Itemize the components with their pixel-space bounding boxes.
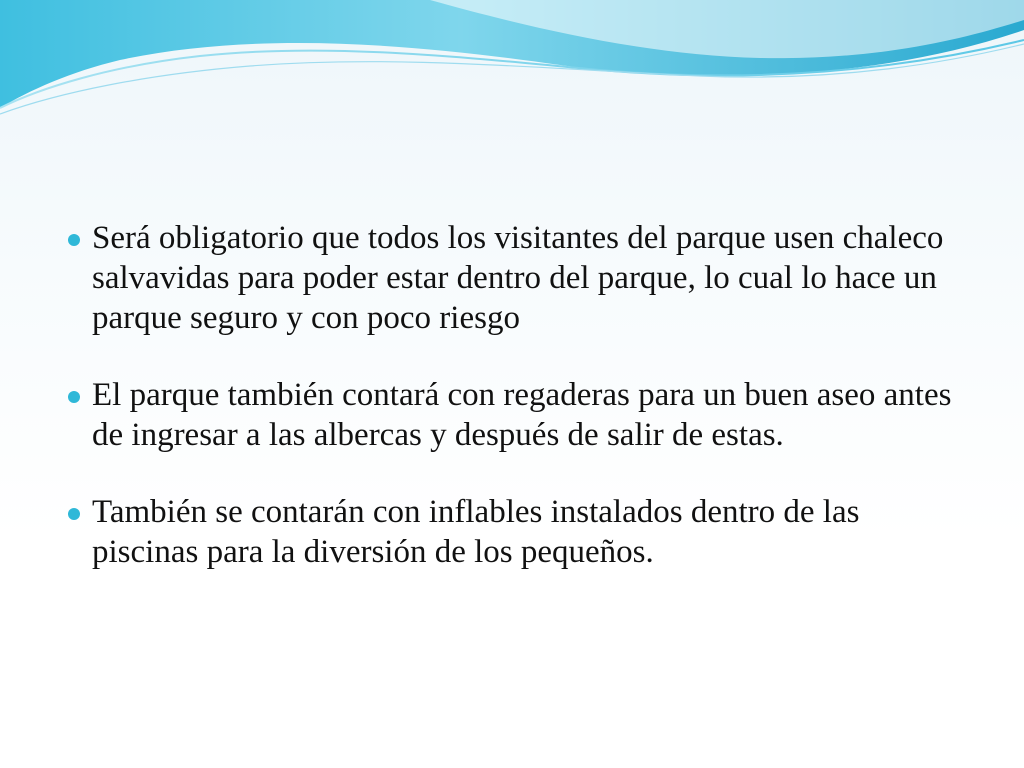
bullet-item: [68, 218, 968, 338]
bullet-dot-icon: [68, 508, 80, 520]
bullet-text: Será obligatorio que todos los visitantes del parque usen chaleco salvavidas para poder estar dentro del parque, lo cual lo hace un parque seguro y con poco riesgo: [92, 220, 944, 336]
wave-decoration: [0, 0, 1024, 130]
bullet-text: El parque también contará con regaderas para un buen aseo antes de ingresar a las albercas y después de salir de estas.: [92, 377, 952, 453]
bullet-item: [68, 375, 968, 455]
bullet-list: [68, 218, 968, 572]
bullet-item: [68, 492, 968, 572]
bullet-dot-icon: [68, 391, 80, 403]
bullet-dot-icon: [68, 234, 80, 246]
bullet-text: También se contarán con inflables instalados dentro de las piscinas para la diversión de los pequeños.: [92, 494, 860, 570]
